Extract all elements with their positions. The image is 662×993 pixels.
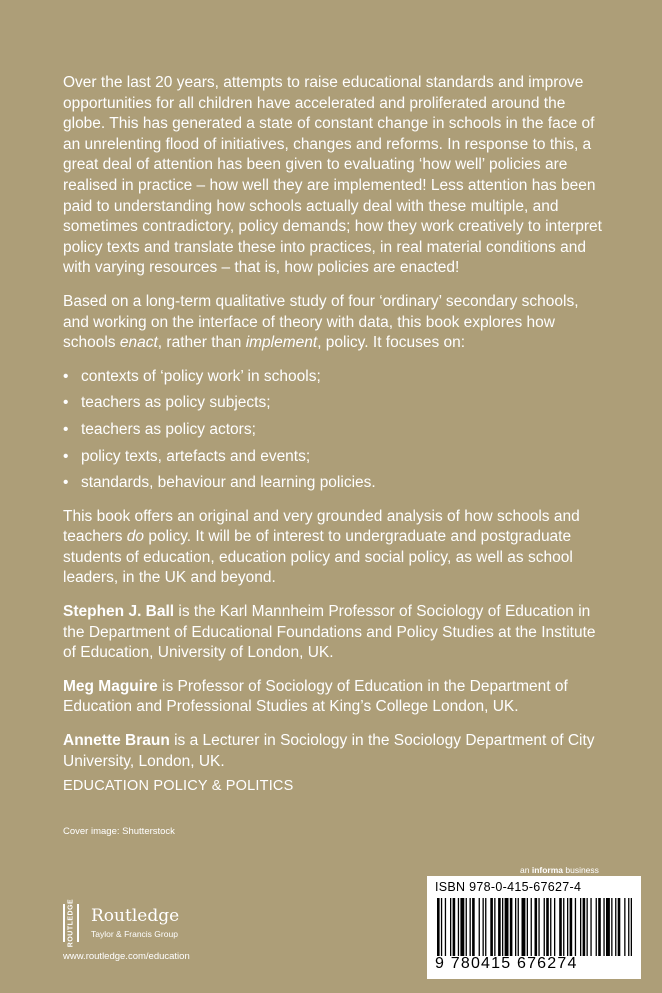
barcode-bar <box>453 898 456 956</box>
series-title: EDUCATION POLICY & POLITICS <box>63 778 294 794</box>
study-text-3: , policy. It focuses on: <box>317 334 466 352</box>
barcode-bar <box>450 898 451 956</box>
barcode-bar <box>458 898 459 956</box>
barcode-bar <box>445 898 446 956</box>
offer-paragraph <box>63 507 603 589</box>
list-item: • contexts of ‘policy work’ in schools; <box>63 367 603 388</box>
intro-paragraph: Over the last 20 years, attempts to raise educational standards and improve opportunities for all children have accelerated and proliferated around the globe. This has generated a state of constant change in schools in the face of an unrelenting flood of initiatives, changes and reforms. In response to this, a great deal of attention has been given to evaluating ‘how well’ policies are realised in practice – how well they are implemented! Less attention has been paid to understanding how schools actually deal with these multiple, and sometimes contradictory, policy demands; how they work creatively to interpret policy texts and translate these into practices, in real material conditions and with varying resources – that is, how policies are enacted! <box>63 74 602 277</box>
list-item: • policy texts, artefacts and events; <box>63 447 603 468</box>
barcode-bar <box>550 898 551 956</box>
barcode-bar <box>472 898 475 956</box>
author-name: Stephen J. Ball <box>63 603 175 621</box>
author-bio-maguire <box>63 677 603 718</box>
informa-suffix: business <box>563 865 599 875</box>
barcode-bar <box>522 898 526 956</box>
informa-brand: informa <box>531 865 563 875</box>
barcode-bar <box>590 898 591 956</box>
publisher-name: Routledge <box>91 906 180 926</box>
barcode-bar <box>628 898 629 956</box>
study-emphasis-implement: implement <box>245 334 318 352</box>
barcode-bar <box>580 898 581 956</box>
barcode-bar <box>518 898 519 956</box>
barcode-bar <box>437 898 440 956</box>
routledge-logo <box>63 898 213 948</box>
barcode-bar <box>515 898 516 956</box>
barcode-bar <box>483 898 484 956</box>
author-bio-text: is a Lecturer in Sociology in the Sociology Department of City University, London, UK. <box>63 732 595 770</box>
barcode-bar <box>531 898 532 956</box>
author-name: Annette Braun <box>63 732 170 750</box>
barcode-bar <box>498 898 501 956</box>
barcode-bar <box>559 898 562 956</box>
author-bio-text: is the Karl Mannheim Professor of Sociology of Education in the Department of Educational Foundations and Policy Studies at the Institute of Education, University of London, UK. <box>63 603 596 662</box>
barcode-bar <box>510 898 513 956</box>
barcode-bar <box>527 898 528 956</box>
barcode-bar <box>563 898 564 956</box>
offer-emphasis-do: do <box>126 528 145 546</box>
barcode-bar <box>596 898 597 956</box>
routledge-mark-icon <box>63 898 79 948</box>
barcode-bar <box>554 898 555 956</box>
barcode-bar <box>490 898 493 956</box>
barcode-bar <box>494 898 495 956</box>
author-name: Meg Maguire <box>63 677 158 695</box>
barcode-bar <box>618 898 621 956</box>
barcode-bar <box>505 898 509 956</box>
barcode-bar <box>470 898 471 956</box>
publisher-url[interactable]: www.routledge.com/education <box>63 951 190 962</box>
study-text-2: , rather than <box>157 334 246 352</box>
barcode-bar <box>466 898 467 956</box>
barcode-bar <box>570 898 573 956</box>
barcode-bar <box>441 898 442 956</box>
barcode-bar <box>587 898 588 956</box>
barcode-icon <box>437 898 633 956</box>
author-bio-text: is Professor of Sociology of Education in the Department of Education and Professional Studies at King’s College London, UK. <box>63 677 568 716</box>
barcode-bar <box>567 898 568 956</box>
author-bio-ball <box>63 602 603 664</box>
list-item: • standards, behaviour and learning policies. <box>63 473 603 494</box>
barcode-bar <box>479 898 480 956</box>
barcode-bar <box>535 898 538 956</box>
barcode-bar <box>575 898 576 956</box>
barcode-bar <box>583 898 586 956</box>
barcode-bar <box>603 898 604 956</box>
study-paragraph <box>63 292 603 354</box>
barcode-bar <box>546 898 549 956</box>
logo-mark-text: ROUTLEDGE <box>67 898 75 948</box>
barcode-bar <box>460 898 464 956</box>
barcode-digits: 9 780415 676274 <box>435 955 578 972</box>
isbn-barcode <box>427 876 641 979</box>
barcode-bar <box>502 898 503 956</box>
barcode-bar <box>606 898 610 956</box>
barcode-bar <box>485 898 486 956</box>
isbn-text: ISBN 978-0-415-67627-4 <box>435 880 582 894</box>
focus-list <box>63 367 603 494</box>
author-bio-braun <box>63 731 603 772</box>
back-cover-text <box>63 73 603 785</box>
cover-credit: Cover image: Shutterstock <box>63 826 175 837</box>
list-item: • teachers as policy actors; <box>63 420 603 441</box>
barcode-bar <box>631 898 632 956</box>
list-item: • teachers as policy subjects; <box>63 393 603 414</box>
study-text-1: Based on a long-term qualitative study of four ‘ordinary’ secondary schools, and working on the interface of theory with data, this book explores how schools <box>63 292 579 352</box>
barcode-bar <box>538 898 539 956</box>
informa-tagline <box>520 865 599 875</box>
offer-text-2: policy. It will be of interest to undergraduate and postgraduate students of education, education policy and social policy, as well as school leaders, in the UK and beyond. <box>63 528 573 587</box>
barcode-bar <box>598 898 601 956</box>
informa-prefix: an <box>520 865 532 875</box>
barcode-bar <box>615 898 616 956</box>
barcode-bar <box>544 898 545 956</box>
offer-text-1: This book offers an original and very grounded analysis of how schools and teachers <box>63 507 580 546</box>
barcode-bar <box>611 898 612 956</box>
publisher-group: Taylor & Francis Group <box>91 929 178 939</box>
study-emphasis-enact: enact <box>119 334 158 352</box>
barcode-bar <box>624 898 625 956</box>
